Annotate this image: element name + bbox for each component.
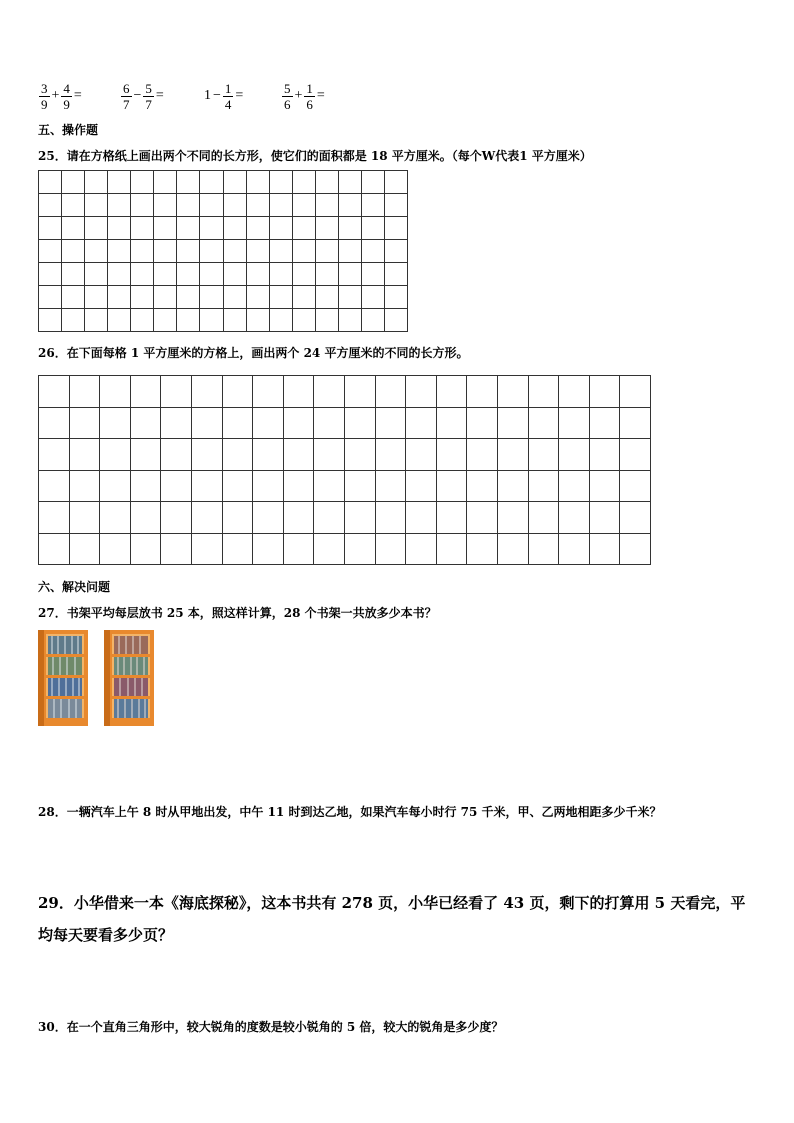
grid-cell[interactable] xyxy=(384,217,407,240)
grid-cell[interactable] xyxy=(100,439,131,471)
grid-cell[interactable] xyxy=(384,309,407,332)
grid-cell[interactable] xyxy=(253,533,284,565)
grid-cell[interactable] xyxy=(246,263,269,286)
grid-cell[interactable] xyxy=(497,439,528,471)
grid-cell[interactable] xyxy=(223,217,246,240)
grid-cell[interactable] xyxy=(528,533,559,565)
grid-paper-25[interactable] xyxy=(38,170,408,332)
grid-cell[interactable] xyxy=(200,171,223,194)
grid-cell[interactable] xyxy=(39,263,62,286)
grid-cell[interactable] xyxy=(406,376,437,408)
grid-row xyxy=(39,533,651,565)
grid-cell[interactable] xyxy=(338,309,361,332)
grid-row xyxy=(39,286,408,309)
grid-row xyxy=(39,171,408,194)
grid-cell[interactable] xyxy=(292,309,315,332)
grid-cell[interactable] xyxy=(375,439,406,471)
fraction: $\frac{6}{7}$ xyxy=(123,80,130,112)
grid-cell[interactable] xyxy=(315,240,338,263)
grid-row xyxy=(39,439,651,471)
grid-cell[interactable] xyxy=(283,470,314,502)
grid-cell[interactable] xyxy=(39,171,62,194)
grid-cell[interactable] xyxy=(222,376,253,408)
fraction: $\frac{1}{4}$ xyxy=(224,80,232,112)
grid-cell[interactable] xyxy=(338,263,361,286)
grid-cell[interactable] xyxy=(177,309,200,332)
grid-cell[interactable] xyxy=(130,439,161,471)
grid-cell[interactable] xyxy=(177,286,200,309)
grid-cell[interactable] xyxy=(315,171,338,194)
grid-cell[interactable] xyxy=(589,439,620,471)
grid-cell[interactable] xyxy=(131,263,154,286)
grid-cell[interactable] xyxy=(39,439,70,471)
grid-row xyxy=(39,217,408,240)
grid-cell[interactable] xyxy=(69,502,100,534)
bookshelf-image xyxy=(104,630,154,726)
grid-cell[interactable] xyxy=(108,217,131,240)
grid-cell[interactable] xyxy=(154,217,177,240)
grid-cell[interactable] xyxy=(292,171,315,194)
grid-cell[interactable] xyxy=(559,502,590,534)
grid-cell[interactable] xyxy=(69,407,100,439)
grid-cell[interactable] xyxy=(315,263,338,286)
grid-cell[interactable] xyxy=(497,376,528,408)
grid-cell[interactable] xyxy=(292,194,315,217)
grid-cell[interactable] xyxy=(253,407,284,439)
grid-cell[interactable] xyxy=(177,171,200,194)
grid-cell[interactable] xyxy=(314,439,345,471)
grid-cell[interactable] xyxy=(528,502,559,534)
grid-cell[interactable] xyxy=(85,240,108,263)
grid-cell[interactable] xyxy=(375,533,406,565)
grid-cell[interactable] xyxy=(222,470,253,502)
grid-cell[interactable] xyxy=(100,376,131,408)
grid-cell[interactable] xyxy=(200,309,223,332)
grid-cell[interactable] xyxy=(200,217,223,240)
grid-cell[interactable] xyxy=(200,263,223,286)
grid-cell[interactable] xyxy=(436,502,467,534)
grid-cell[interactable] xyxy=(620,407,651,439)
grid-cell[interactable] xyxy=(191,439,222,471)
grid-row xyxy=(39,376,651,408)
grid-cell[interactable] xyxy=(154,194,177,217)
grid-cell[interactable] xyxy=(406,470,437,502)
grid-cell[interactable] xyxy=(338,240,361,263)
grid-cell[interactable] xyxy=(269,240,292,263)
grid-cell[interactable] xyxy=(200,240,223,263)
grid-cell[interactable] xyxy=(361,263,384,286)
grid-cell[interactable] xyxy=(269,286,292,309)
grid-cell[interactable] xyxy=(69,439,100,471)
grid-cell[interactable] xyxy=(246,194,269,217)
grid-cell[interactable] xyxy=(528,439,559,471)
grid-cell[interactable] xyxy=(467,376,498,408)
grid-cell[interactable] xyxy=(314,470,345,502)
grid-cell[interactable] xyxy=(154,286,177,309)
grid-cell[interactable] xyxy=(108,171,131,194)
grid-cell[interactable] xyxy=(131,194,154,217)
grid-cell[interactable] xyxy=(39,502,70,534)
grid-cell[interactable] xyxy=(222,407,253,439)
grid-cell[interactable] xyxy=(344,533,375,565)
grid-row xyxy=(39,194,408,217)
grid-cell[interactable] xyxy=(131,171,154,194)
grid-cell[interactable] xyxy=(177,263,200,286)
grid-cell[interactable] xyxy=(436,439,467,471)
grid-cell[interactable] xyxy=(269,194,292,217)
grid-cell[interactable] xyxy=(338,194,361,217)
grid-cell[interactable] xyxy=(223,194,246,217)
grid-cell[interactable] xyxy=(384,286,407,309)
question-29-line1: 29．小华借来一本《海底探秘》，这本书共有 278 页，小华已经看了 43 页，剩下的打算用 5 天看完，平 xyxy=(38,894,746,912)
grid-cell[interactable] xyxy=(497,502,528,534)
grid-cell[interactable] xyxy=(361,309,384,332)
grid-cell[interactable] xyxy=(467,470,498,502)
grid-cell[interactable] xyxy=(283,439,314,471)
grid-cell[interactable] xyxy=(85,171,108,194)
grid-cell[interactable] xyxy=(375,470,406,502)
question-28: 28．一辆汽车上午 8 时从甲地出发，中午 11 时到达乙地，如果汽车每小时行 75 千米，甲、乙两地相距多少千米？ xyxy=(38,805,662,819)
grid-cell[interactable] xyxy=(39,309,62,332)
grid-cell[interactable] xyxy=(200,286,223,309)
grid-cell[interactable] xyxy=(559,470,590,502)
grid-cell[interactable] xyxy=(191,376,222,408)
grid-cell[interactable] xyxy=(154,263,177,286)
grid-cell[interactable] xyxy=(361,286,384,309)
grid-cell[interactable] xyxy=(223,171,246,194)
grid-cell[interactable] xyxy=(620,470,651,502)
grid-row xyxy=(39,502,651,534)
grid-cell[interactable] xyxy=(222,439,253,471)
grid-cell[interactable] xyxy=(283,533,314,565)
grid-cell[interactable] xyxy=(85,309,108,332)
grid-cell[interactable] xyxy=(361,217,384,240)
grid-cell[interactable] xyxy=(375,407,406,439)
grid-cell[interactable] xyxy=(223,309,246,332)
question-26: 26．在下面每格 1 平方厘米的方格上，画出两个 24 平方厘米的不同的长方形。 xyxy=(38,346,469,360)
grid-cell[interactable] xyxy=(246,217,269,240)
grid-cell[interactable] xyxy=(283,407,314,439)
grid-cell[interactable] xyxy=(161,470,192,502)
grid-cell[interactable] xyxy=(177,217,200,240)
grid-cell[interactable] xyxy=(191,533,222,565)
grid-cell[interactable] xyxy=(62,217,85,240)
fraction: $\frac{3}{9}$ xyxy=(41,80,48,112)
grid-cell[interactable] xyxy=(620,376,651,408)
grid-cell[interactable] xyxy=(315,217,338,240)
grid-cell[interactable] xyxy=(253,502,284,534)
grid-cell[interactable] xyxy=(436,407,467,439)
grid-cell[interactable] xyxy=(223,240,246,263)
grid-cell[interactable] xyxy=(246,171,269,194)
grid-cell[interactable] xyxy=(589,376,620,408)
grid-cell[interactable] xyxy=(177,240,200,263)
grid-cell[interactable] xyxy=(39,217,62,240)
grid-cell[interactable] xyxy=(589,533,620,565)
grid-row xyxy=(39,407,651,439)
grid-cell[interactable] xyxy=(85,263,108,286)
grid-cell[interactable] xyxy=(292,240,315,263)
grid-cell[interactable] xyxy=(154,309,177,332)
grid-cell[interactable] xyxy=(39,240,62,263)
grid-cell[interactable] xyxy=(589,502,620,534)
grid-cell[interactable] xyxy=(100,533,131,565)
grid-cell[interactable] xyxy=(467,502,498,534)
question-29-line2: 均每天要看多少页？ xyxy=(38,926,174,944)
fraction: $\frac{5}{7}$ xyxy=(145,80,152,112)
grid-cell[interactable] xyxy=(246,240,269,263)
grid-cell[interactable] xyxy=(108,309,131,332)
bookshelf-image xyxy=(38,630,88,726)
grid-cell[interactable] xyxy=(344,407,375,439)
grid-cell[interactable] xyxy=(384,263,407,286)
grid-cell[interactable] xyxy=(130,470,161,502)
grid-cell[interactable] xyxy=(467,407,498,439)
grid-cell[interactable] xyxy=(375,376,406,408)
grid-row xyxy=(39,263,408,286)
grid-cell[interactable] xyxy=(406,439,437,471)
fraction: $\frac{4}{9}$ xyxy=(63,80,70,112)
grid-cell[interactable] xyxy=(528,407,559,439)
grid-cell[interactable] xyxy=(253,470,284,502)
grid-cell[interactable] xyxy=(62,286,85,309)
expression-3: 1 − $\frac{1}{4}$ = xyxy=(204,80,244,112)
grid-cell[interactable] xyxy=(292,217,315,240)
grid-cell[interactable] xyxy=(559,439,590,471)
grid-cell[interactable] xyxy=(130,533,161,565)
question-27: 27．书架平均每层放书 25 本，照这样计算，28 个书架一共放多少本书？ xyxy=(38,606,437,620)
grid-cell[interactable] xyxy=(100,407,131,439)
grid-cell[interactable] xyxy=(108,194,131,217)
grid-cell[interactable] xyxy=(223,263,246,286)
grid-cell[interactable] xyxy=(314,376,345,408)
grid-cell[interactable] xyxy=(384,194,407,217)
grid-cell[interactable] xyxy=(361,194,384,217)
grid-cell[interactable] xyxy=(292,263,315,286)
grid-cell[interactable] xyxy=(620,439,651,471)
grid-cell[interactable] xyxy=(620,502,651,534)
grid-cell[interactable] xyxy=(131,309,154,332)
grid-cell[interactable] xyxy=(338,286,361,309)
grid-cell[interactable] xyxy=(338,171,361,194)
grid-cell[interactable] xyxy=(436,376,467,408)
grid-cell[interactable] xyxy=(269,171,292,194)
grid-cell[interactable] xyxy=(161,376,192,408)
grid-cell[interactable] xyxy=(344,376,375,408)
grid-cell[interactable] xyxy=(154,240,177,263)
grid-row xyxy=(39,470,651,502)
grid-cell[interactable] xyxy=(436,533,467,565)
grid-cell[interactable] xyxy=(315,194,338,217)
grid-cell[interactable] xyxy=(177,194,200,217)
grid-cell[interactable] xyxy=(108,263,131,286)
grid-cell[interactable] xyxy=(39,376,70,408)
fraction: $\frac{1}{6}$ xyxy=(306,80,313,112)
grid-cell[interactable] xyxy=(69,533,100,565)
grid-cell[interactable] xyxy=(131,240,154,263)
grid-cell[interactable] xyxy=(161,533,192,565)
grid-cell[interactable] xyxy=(406,502,437,534)
grid-cell[interactable] xyxy=(191,407,222,439)
expression-4: $\frac{5}{6}$ + $\frac{1}{6}$ = xyxy=(284,80,325,112)
grid-cell[interactable] xyxy=(384,240,407,263)
grid-cell[interactable] xyxy=(191,502,222,534)
grid-row xyxy=(39,309,408,332)
grid-cell[interactable] xyxy=(222,502,253,534)
grid-cell[interactable] xyxy=(314,533,345,565)
grid-cell[interactable] xyxy=(314,407,345,439)
grid-cell[interactable] xyxy=(559,376,590,408)
grid-cell[interactable] xyxy=(85,217,108,240)
grid-cell[interactable] xyxy=(559,407,590,439)
grid-cell[interactable] xyxy=(69,470,100,502)
grid-cell[interactable] xyxy=(100,470,131,502)
grid-cell[interactable] xyxy=(436,470,467,502)
grid-cell[interactable] xyxy=(69,376,100,408)
grid-cell[interactable] xyxy=(108,240,131,263)
grid-cell[interactable] xyxy=(361,240,384,263)
grid-cell[interactable] xyxy=(200,194,223,217)
grid-cell[interactable] xyxy=(253,439,284,471)
grid-cell[interactable] xyxy=(130,502,161,534)
fraction: $\frac{5}{6}$ xyxy=(284,80,291,112)
grid-cell[interactable] xyxy=(283,376,314,408)
grid-cell[interactable] xyxy=(315,309,338,332)
grid-cell[interactable] xyxy=(269,263,292,286)
section-heading-5: 五、操作题 xyxy=(38,123,99,137)
grid-cell[interactable] xyxy=(589,407,620,439)
grid-cell[interactable] xyxy=(344,439,375,471)
grid-cell[interactable] xyxy=(467,439,498,471)
grid-cell[interactable] xyxy=(269,309,292,332)
grid-cell[interactable] xyxy=(161,502,192,534)
grid-cell[interactable] xyxy=(620,533,651,565)
grid-cell[interactable] xyxy=(375,502,406,534)
grid-cell[interactable] xyxy=(161,407,192,439)
grid-cell[interactable] xyxy=(131,217,154,240)
grid-cell[interactable] xyxy=(39,286,62,309)
grid-cell[interactable] xyxy=(528,470,559,502)
grid-cell[interactable] xyxy=(246,309,269,332)
grid-cell[interactable] xyxy=(589,470,620,502)
grid-cell[interactable] xyxy=(315,286,338,309)
section-heading-6: 六、解决问题 xyxy=(38,580,111,594)
grid-cell[interactable] xyxy=(253,376,284,408)
grid-cell[interactable] xyxy=(283,502,314,534)
grid-cell[interactable] xyxy=(62,194,85,217)
grid-cell[interactable] xyxy=(497,407,528,439)
grid-paper-26[interactable] xyxy=(38,375,651,565)
grid-cell[interactable] xyxy=(85,286,108,309)
grid-cell[interactable] xyxy=(161,439,192,471)
grid-cell[interactable] xyxy=(85,194,108,217)
grid-cell[interactable] xyxy=(130,407,161,439)
grid-cell[interactable] xyxy=(528,376,559,408)
grid-cell[interactable] xyxy=(222,533,253,565)
grid-row xyxy=(39,240,408,263)
grid-cell[interactable] xyxy=(361,171,384,194)
grid-cell[interactable] xyxy=(559,533,590,565)
grid-cell[interactable] xyxy=(246,286,269,309)
grid-cell[interactable] xyxy=(108,286,131,309)
grid-cell[interactable] xyxy=(191,470,222,502)
grid-cell[interactable] xyxy=(62,309,85,332)
grid-cell[interactable] xyxy=(497,533,528,565)
grid-cell[interactable] xyxy=(292,286,315,309)
expression-1: $\frac{3}{9}$ + $\frac{4}{9}$ = xyxy=(41,80,82,112)
grid-cell[interactable] xyxy=(406,407,437,439)
grid-cell[interactable] xyxy=(384,171,407,194)
grid-cell[interactable] xyxy=(39,194,62,217)
grid-cell[interactable] xyxy=(314,502,345,534)
grid-cell[interactable] xyxy=(100,502,131,534)
grid-cell[interactable] xyxy=(131,286,154,309)
grid-cell[interactable] xyxy=(406,533,437,565)
grid-cell[interactable] xyxy=(223,286,246,309)
grid-cell[interactable] xyxy=(344,502,375,534)
grid-cell[interactable] xyxy=(39,470,70,502)
grid-cell[interactable] xyxy=(62,240,85,263)
grid-cell[interactable] xyxy=(269,217,292,240)
grid-cell[interactable] xyxy=(130,376,161,408)
grid-cell[interactable] xyxy=(154,171,177,194)
grid-cell[interactable] xyxy=(39,407,70,439)
grid-cell[interactable] xyxy=(62,263,85,286)
grid-cell[interactable] xyxy=(338,217,361,240)
grid-cell[interactable] xyxy=(62,171,85,194)
grid-cell[interactable] xyxy=(497,470,528,502)
grid-cell[interactable] xyxy=(467,533,498,565)
grid-cell[interactable] xyxy=(344,470,375,502)
question-30: 30．在一个直角三角形中，较大锐角的度数是较小锐角的 5 倍，较大的锐角是多少度？ xyxy=(38,1020,504,1034)
expression-2: $\frac{6}{7}$ − $\frac{5}{7}$ = xyxy=(123,80,164,112)
grid-cell[interactable] xyxy=(39,533,70,565)
question-25: 25．请在方格纸上画出两个不同的长方形，使它们的面积都是 18 平方厘米。（每个W代表1 平方厘米） xyxy=(38,149,592,163)
